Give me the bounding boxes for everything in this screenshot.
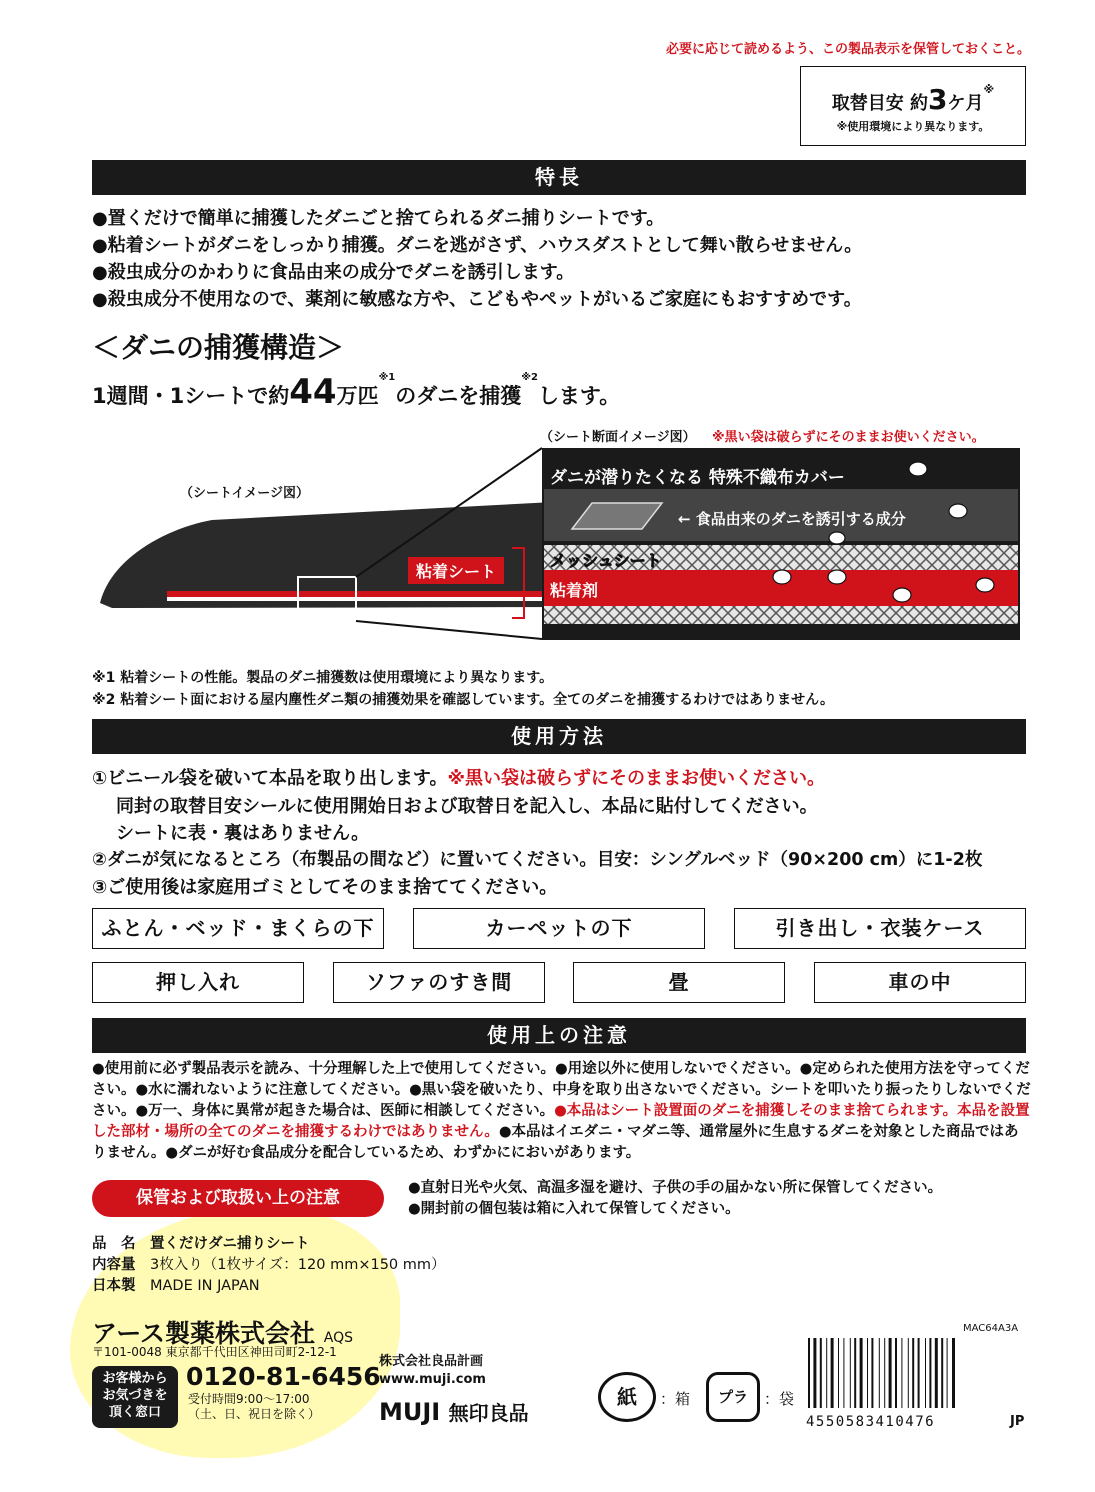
replace-number: 3	[928, 83, 948, 116]
spec-value: 3枚入り（1枚サイズ：120 mm×150 mm）	[150, 1257, 446, 1273]
lead-part: のダニを捕獲	[395, 384, 522, 408]
seller-info	[379, 1353, 486, 1389]
maker-address: 〒101-0048 東京都千代田区神田司町2-12-1	[92, 1345, 337, 1359]
muji-logo-latin: MUJI	[379, 1398, 441, 1426]
zoom-line	[356, 621, 542, 639]
seller-name: 株式会社良品計画	[379, 1354, 484, 1369]
cs-label: お客様から	[102, 1371, 168, 1386]
usage-step-1b: 同封の取替目安シールに使用開始日および取替日を記入し、本品に貼付してください。	[116, 796, 818, 817]
top-notice: 必要に応じて読めるよう、この製品表示を保管しておくこと。	[665, 42, 1030, 57]
spec-value: 置くだけダニ捕りシート	[150, 1236, 310, 1252]
paper-recycle-label: ：箱	[660, 1390, 691, 1408]
replace-approx: 約	[910, 93, 929, 114]
spec-origin-row	[92, 1274, 260, 1295]
place-box: カーペットの下	[413, 908, 705, 949]
caution-part: ●本品はイエダニ・マダニ等、通常屋外に生息するダニを対象とした商品ではありません。●ダニが好む食品成分を配合しているため、わずかににおいがあります。	[92, 1124, 1019, 1161]
paper-recycle-icon: 紙	[598, 1372, 656, 1422]
storage-line: ●開封前の個包装は箱に入れて保管してください。	[408, 1201, 740, 1217]
barcode-number: 4550583410476	[806, 1414, 936, 1430]
layer-bait-label: ← 食品由来のダニを誘引する成分	[678, 510, 906, 528]
adhesive-sheet-label: 粘着シート	[408, 557, 504, 584]
lead-footnote-mark: ※1	[378, 372, 396, 383]
place-box: ソファのすき間	[333, 962, 545, 1003]
caution-header: 使用上の注意	[92, 1018, 1026, 1053]
features-header: 特長	[92, 160, 1026, 195]
lead-footnote-mark: ※2	[521, 372, 538, 383]
feature-item: ●殺虫成分不使用なので、薬剤に敏感な方や、こどもやペットがいるご家庭にもおすすめです。	[92, 289, 862, 310]
seller-url: www.muji.com	[379, 1372, 486, 1387]
storage-line: ●直射日光や火気、高温多湿を避け、子供の手の届かない所に保管してください。	[408, 1180, 943, 1196]
lead-part: します。	[537, 384, 621, 408]
replace-label: 取替目安	[831, 93, 904, 114]
structure-title: ＜ダニの捕獲構造＞	[92, 331, 345, 364]
feature-item: ●置くだけで簡単に捕獲したダニごと捨てられるダニ捕りシートです。	[92, 208, 665, 229]
caution-red-part: ●本品はシート設置面のダニを捕獲しそのまま捨てられます。本品を設置した部材・場所の全てのダニを捕獲するわけではありません。	[92, 1103, 1030, 1140]
barcode-icon	[806, 1338, 1026, 1410]
plastic-recycle-icon: プラ	[706, 1372, 760, 1422]
section-red-caption: ※黒い袋は破らずにそのままお使いください。	[712, 430, 985, 445]
phone-number: 0120-81-6456	[186, 1362, 381, 1391]
usage-step-3: ③ご使用後は家庭用ゴミとしてそのまま捨ててください。	[92, 877, 558, 898]
layer-cover-label: ダニが潜りたくなる 特殊不織布カバー	[550, 468, 845, 488]
place-box: 車の中	[814, 962, 1026, 1003]
lead-part: 万匹	[336, 384, 379, 408]
hours-line: （土、日、祝日を除く）	[188, 1407, 321, 1421]
maker-code: AQS	[323, 1330, 353, 1346]
mesh-layer-bottom	[544, 606, 1018, 624]
place-box: 引き出し・衣装ケース	[734, 908, 1026, 949]
usage-step-1	[92, 764, 825, 790]
sheet-white-layer	[167, 597, 592, 601]
feature-item: ●粘着シートがダニをしっかり捕獲。ダニを逃がさず、ハウスダストとして舞い散らせません。	[92, 235, 863, 256]
spec-value: MADE IN JAPAN	[150, 1278, 260, 1294]
replace-note: ※使用環境により異なります。	[836, 120, 990, 133]
caution-text	[92, 1059, 1032, 1164]
spec-name-row	[92, 1232, 310, 1253]
layer-glue-label: 粘着剤	[550, 581, 599, 600]
place-box: 押し入れ	[92, 962, 304, 1003]
cs-label: 頂く窓口	[108, 1405, 161, 1420]
place-box: 畳	[573, 962, 785, 1003]
replace-unit: ケ月	[947, 93, 984, 114]
replace-mark: ※	[983, 83, 995, 96]
barcode-country: JP	[1010, 1414, 1025, 1429]
usage-step-2: ②ダニが気になるところ（布製品の間など）に置いてください。目安：シングルベッド（90×200 cm）に1-2枚	[92, 850, 983, 870]
spec-label: 品 名	[92, 1236, 136, 1252]
sheet-caption: （シートイメージ図）	[180, 486, 309, 501]
replacement-guide-box	[800, 66, 1026, 146]
maker-name-text: アース製薬株式会社	[92, 1319, 316, 1348]
place-box: ふとん・ベッド・まくらの下	[92, 908, 384, 949]
muji-logo	[379, 1397, 529, 1426]
customer-service-box	[92, 1366, 178, 1428]
cs-label: お気づきを	[102, 1388, 168, 1403]
muji-logo-jp: 無印良品	[448, 1401, 529, 1425]
lead-number: 44	[289, 372, 337, 412]
section-caption: （シート断面イメージ図）	[540, 430, 696, 445]
structure-lead	[92, 372, 620, 412]
sheet-red-layer	[167, 591, 592, 597]
footnote-1: ※1 粘着シートの性能。製品のダニ捕獲数は使用環境により異なります。	[92, 670, 554, 686]
spec-label: 内容量	[92, 1257, 136, 1273]
hours-line: 受付時間9:00〜17:00	[188, 1392, 310, 1406]
storage-badge: 保管および取扱い上の注意	[92, 1180, 384, 1217]
caution-part: ●使用前に必ず製品表示を読み、十分理解した上で使用してください。●用途以外に使用しないでください。●定められた使用方法を守ってください。●水に濡れないように注意してください。●黒い袋を破いたり、中身を取り出さないでください。シートを叩いたり振ったりしないでください。●万一、身体に異常が起きた場合は、医師に相談してください。	[92, 1061, 1031, 1119]
usage-step-red-text: ※黒い袋は破らずにそのままお使いください。	[447, 768, 825, 789]
service-hours	[188, 1392, 320, 1422]
feature-item: ●殺虫成分のかわりに食品由来の成分でダニを誘引します。	[92, 262, 575, 283]
plastic-recycle-label: ：袋	[764, 1390, 795, 1408]
spec-content-row	[92, 1253, 446, 1274]
storage-text	[408, 1178, 942, 1220]
usage-step-text: ①ビニール袋を破いて本品を取り出します。	[92, 768, 448, 789]
usage-step-1c: シートに表・裏はありません。	[116, 823, 370, 844]
spec-label: 日本製	[92, 1278, 136, 1294]
usage-header: 使用方法	[92, 719, 1026, 754]
lead-part: 1週間・1シートで約	[92, 384, 290, 408]
layer-mesh-label: メッシュシート	[550, 551, 662, 570]
footnote-2: ※2 粘着シート面における屋内塵性ダニ類の捕獲効果を確認しています。全てのダニを捕獲するわけではありません。	[92, 692, 834, 708]
product-code: MAC64A3A	[963, 1323, 1019, 1334]
